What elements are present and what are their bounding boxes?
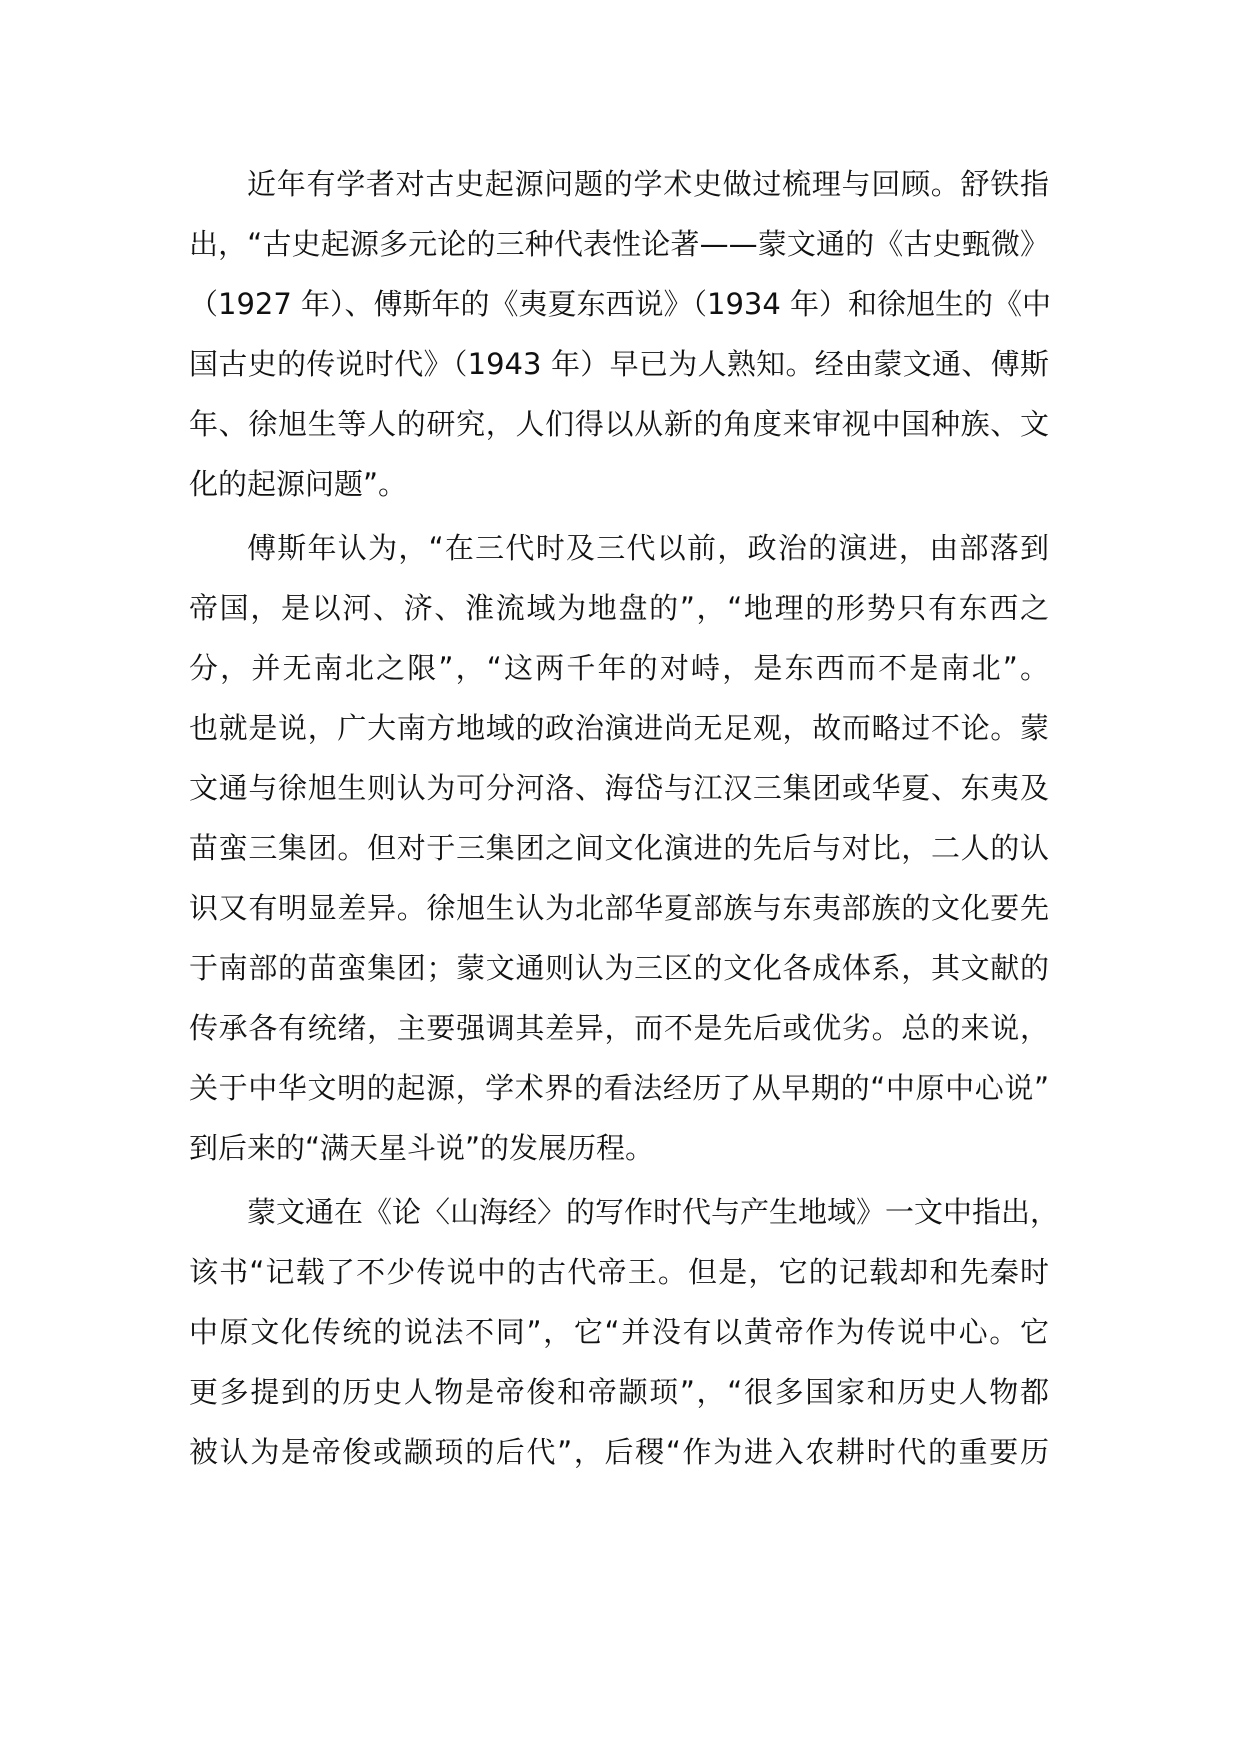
text-line: 传承各有统绪，主要强调其差异，而不是先后或优劣。总的来说， (189, 1011, 1049, 1045)
text-line: 苗蛮三集团。但对于三集团之间文化演进的先后与对比，二人的认 (189, 831, 1049, 865)
paragraph-1 (189, 154, 1052, 514)
text-line: 更多提到的历史人物是帝俊和帝颛顼”，“很多国家和历史人物都 (189, 1375, 1049, 1409)
text-line: 文通与徐旭生则认为可分河洛、海岱与江汉三集团或华夏、东夷及 (189, 771, 1049, 805)
paragraph-3 (189, 1182, 1060, 1482)
text-line: 关于中华文明的起源，学术界的看法经历了从早期的“中原中心说” (189, 1071, 1049, 1105)
text-line: 到后来的“满天星斗说”的发展历程。 (189, 1131, 655, 1165)
text-line: 国古史的传说时代》（1943 年）早已为人熟知。经由蒙文通、傅斯 (189, 347, 1049, 381)
text-line: 于南部的苗蛮集团；蒙文通则认为三区的文化各成体系，其文献的 (189, 951, 1049, 985)
text-line: 傅斯年认为，“在三代时及三代以前，政治的演进，由部落到 (247, 531, 1049, 565)
body-text (189, 154, 1060, 1482)
text-line: 该书“记载了不少传说中的古代帝王。但是，它的记载却和先秦时 (189, 1255, 1049, 1289)
text-line: 近年有学者对古史起源问题的学术史做过梳理与回顾。舒铁指 (247, 167, 1049, 201)
text-line: 识又有明显差异。徐旭生认为北部华夏部族与东夷部族的文化要先 (189, 891, 1049, 925)
text-line: 蒙文通在《论〈山海经〉的写作时代与产生地域》一文中指出， (247, 1195, 1060, 1229)
text-line: （1927 年）、傅斯年的《夷夏东西说》（1934 年）和徐旭生的《中 (189, 287, 1052, 321)
text-line: 中原文化传统的说法不同”，它“并没有以黄帝作为传说中心。它 (189, 1315, 1049, 1349)
text-line: 帝国，是以河、济、淮流域为地盘的”，“地理的形势只有东西之 (189, 591, 1049, 625)
paragraph-2 (189, 518, 1049, 1178)
text-line: 出，“古史起源多元论的三种代表性论著——蒙文通的《古史甄微》 (189, 227, 1049, 261)
text-line: 年、徐旭生等人的研究，人们得以从新的角度来审视中国种族、文 (189, 407, 1049, 441)
text-line: 也就是说，广大南方地域的政治演进尚无足观，故而略过不论。蒙 (189, 711, 1049, 745)
text-line: 化的起源问题”。 (189, 467, 408, 501)
text-line: 分，并无南北之限”，“这两千年的对峙，是东西而不是南北”。 (189, 651, 1049, 685)
text-line: 被认为是帝俊或颛顼的后代”，后稷“作为进入农耕时代的重要历 (189, 1435, 1049, 1469)
